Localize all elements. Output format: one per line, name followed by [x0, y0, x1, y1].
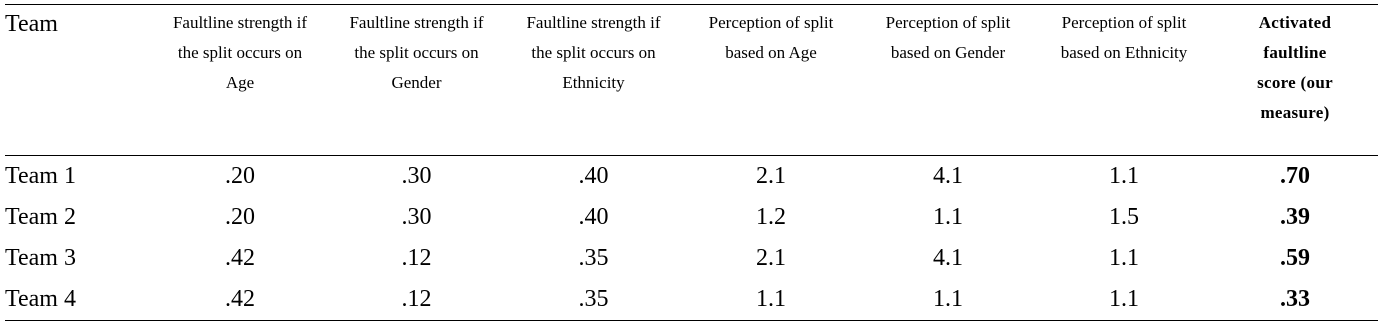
column-header-perception-ethnicity: [1036, 5, 1212, 156]
team-name-cell: Team 4: [5, 286, 76, 312]
column-header-faultline-ethnicity: [505, 5, 682, 156]
faultline-table-container: [5, 4, 1378, 321]
faultline-age-cell: .20: [225, 204, 255, 230]
header-row: [5, 5, 1378, 156]
column-header-perception-gender: [860, 5, 1036, 156]
column-header-label: Faultline strength if the split occurs on Age: [172, 13, 308, 92]
perception-ethnicity-cell: 1.1: [1109, 245, 1139, 271]
faultline-age-cell: .42: [225, 245, 255, 271]
perception-ethnicity-cell: 1.5: [1109, 204, 1139, 230]
faultline-ethnicity-cell: .35: [578, 286, 609, 312]
perception-age-cell: 1.1: [756, 286, 786, 312]
column-header-faultline-gender: [328, 5, 505, 156]
column-header-label: Perception of split based on Ethnicity: [1060, 13, 1188, 62]
team-name-cell: Team 3: [5, 245, 76, 271]
perception-gender-cell: 1.1: [933, 286, 963, 312]
activated-score-cell: .59: [1280, 245, 1310, 271]
table-body: [5, 156, 1378, 321]
perception-age-cell: 2.1: [756, 163, 786, 189]
team-name-cell: Team 1: [5, 163, 76, 189]
perception-gender-cell: 4.1: [933, 163, 963, 189]
column-header-faultline-age: [152, 5, 328, 156]
perception-age-cell: 1.2: [756, 204, 786, 230]
activated-score-cell: .70: [1280, 163, 1310, 189]
faultline-gender-cell: .30: [401, 204, 432, 230]
table-header: [5, 5, 1378, 156]
column-header-label: Faultline strength if the split occurs on Gender: [349, 13, 484, 92]
perception-gender-cell: 4.1: [933, 245, 963, 271]
activated-score-cell: .33: [1280, 286, 1310, 312]
table-row: [5, 279, 1378, 321]
faultline-gender-cell: .12: [401, 286, 432, 312]
table-row: [5, 156, 1378, 198]
column-header-label: Activated faultline score (our measure): [1257, 13, 1333, 122]
column-header-label: Faultline strength if the split occurs on Ethnicity: [526, 13, 661, 92]
perception-gender-cell: 1.1: [933, 204, 963, 230]
column-header-label: Perception of split based on Gender: [885, 13, 1011, 62]
perception-ethnicity-cell: 1.1: [1109, 286, 1139, 312]
column-header-label: Perception of split based on Age: [708, 13, 834, 62]
team-name-cell: Team 2: [5, 204, 76, 230]
activated-score-cell: .39: [1280, 204, 1310, 230]
faultline-ethnicity-cell: .40: [578, 204, 609, 230]
perception-age-cell: 2.1: [756, 245, 786, 271]
table-row: [5, 197, 1378, 238]
column-header-perception-age: [682, 5, 860, 156]
table-row: [5, 238, 1378, 279]
faultline-gender-cell: .30: [401, 163, 432, 189]
faultline-gender-cell: .12: [401, 245, 432, 271]
column-header-team: Team: [5, 11, 58, 37]
perception-ethnicity-cell: 1.1: [1109, 163, 1139, 189]
faultline-table: [5, 4, 1378, 321]
column-header-activated-score: [1212, 5, 1378, 156]
faultline-age-cell: .42: [225, 286, 255, 312]
faultline-ethnicity-cell: .35: [578, 245, 609, 271]
faultline-age-cell: .20: [225, 163, 255, 189]
faultline-ethnicity-cell: .40: [578, 163, 609, 189]
